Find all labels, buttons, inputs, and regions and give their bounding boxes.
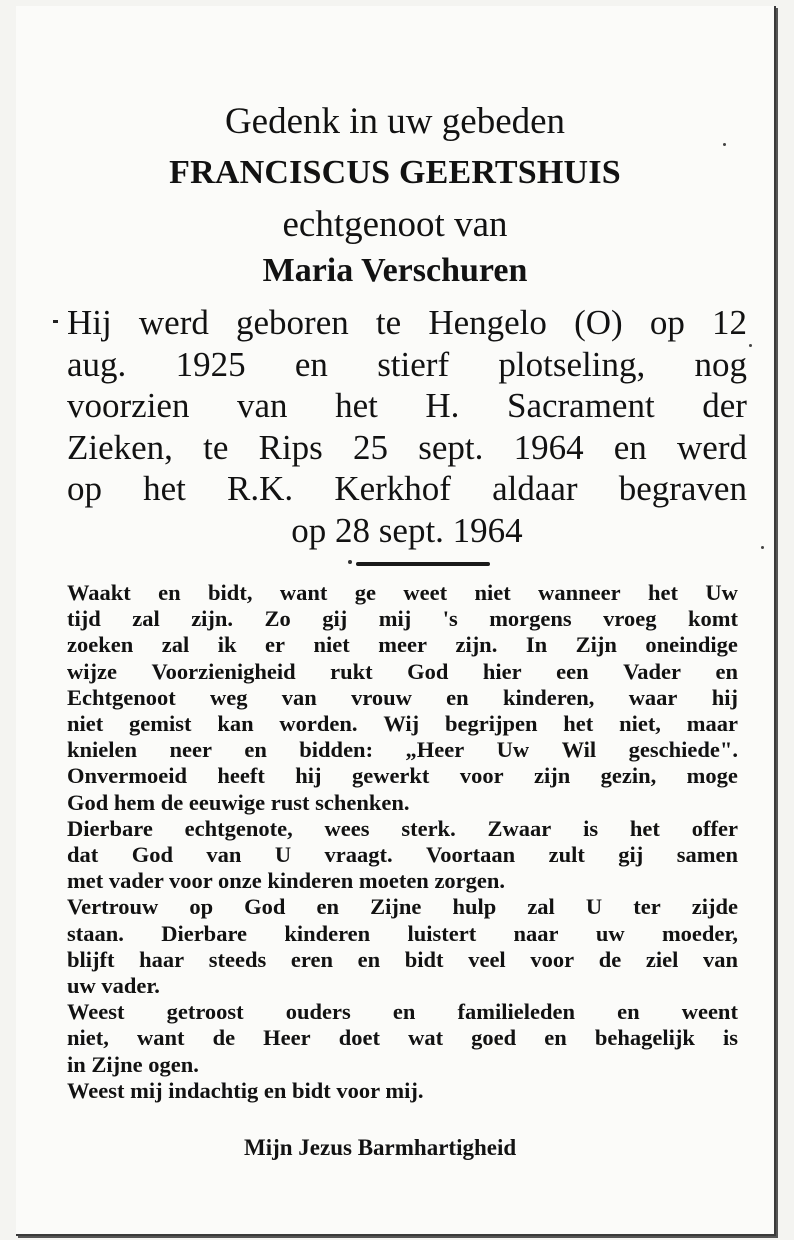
prayer-word: moeder,: [661, 920, 738, 946]
prayer-word: Voorzienigheid: [151, 658, 296, 684]
prayer-word: Waakt: [67, 580, 131, 605]
prayer-word: is: [583, 815, 599, 841]
bio-word: plotseling,: [498, 344, 646, 384]
prayer-word: In: [525, 632, 548, 658]
prayer-word: goed: [471, 1025, 517, 1051]
prayer-word: komt: [687, 606, 738, 632]
prayer-word: mij: [378, 606, 412, 632]
prayer-word: het: [563, 711, 594, 737]
prayer-word: zijn.: [455, 632, 498, 658]
prayer-word: meer: [378, 632, 427, 658]
prayer-word: bidden:: [299, 737, 374, 763]
prayer-word: in Zijne ogen.: [67, 1051, 199, 1077]
bio-word: begraven: [618, 469, 747, 508]
prayer-word: begrijpen: [444, 711, 538, 737]
bio-word: en: [613, 427, 647, 467]
bio-word: Rips: [258, 427, 323, 467]
prayer-word: en: [446, 684, 469, 710]
bio-word: het: [335, 386, 378, 425]
prayer-word: met vader voor onze kinderen moeten zorgen.: [67, 868, 506, 894]
prayer-line: [67, 632, 738, 658]
prayer-word: gezin,: [600, 763, 657, 789]
prayer-word: samen: [676, 842, 738, 868]
deceased-name: FRANCISCUS GEERTSHUIS: [169, 154, 621, 191]
prayer-word: ouders: [285, 999, 351, 1025]
prayer-word: het: [648, 580, 679, 605]
spouse-intro: echtgenoot van: [282, 204, 508, 245]
bio-word: geboren: [236, 303, 349, 342]
bio-line: [67, 468, 747, 510]
prayer-word: gij: [322, 606, 348, 632]
bio-word: 25: [353, 427, 389, 467]
prayer-word: en: [357, 946, 381, 972]
prayer-line: [67, 842, 738, 868]
prayer-word: haar: [139, 946, 185, 972]
prayer-word: niet,: [67, 1025, 109, 1051]
prayer-word: geschiede".: [628, 737, 738, 763]
prayer-word: zal: [132, 606, 160, 632]
bio-word: sept.: [418, 427, 484, 467]
prayer-line: [67, 580, 738, 606]
prayer-word: God: [131, 842, 173, 868]
prayer-word: oneindige: [645, 632, 738, 658]
prayer-word: hij: [295, 763, 322, 789]
bio-word: op: [67, 469, 102, 508]
bio-word: te: [203, 427, 229, 467]
prayer-word: waar: [628, 684, 678, 710]
prayer-word: er: [265, 632, 285, 658]
prayer-word: God: [244, 894, 286, 920]
prayer-word: van: [206, 842, 242, 868]
prayer-word: want: [136, 1025, 185, 1051]
prayer-word: blijft: [67, 946, 115, 972]
prayer-word: wijze: [67, 658, 117, 684]
biography-paragraph: [67, 302, 747, 551]
prayer-word: staan.: [67, 920, 124, 946]
bio-word: nog: [694, 344, 747, 384]
prayer-word: neer: [169, 737, 212, 763]
prayer-line: [67, 947, 738, 973]
prayer-word: hulp: [452, 894, 497, 920]
bio-word: werd: [677, 427, 747, 467]
prayer-line: [67, 659, 738, 685]
bio-word: der: [702, 386, 747, 425]
prayer-line: [67, 737, 738, 763]
prayer-word: moge: [686, 763, 738, 789]
prayer-word: sterk.: [401, 815, 456, 841]
bio-word: 1964: [513, 427, 584, 467]
prayer-line: [67, 1025, 738, 1051]
print-speck: [749, 344, 752, 347]
prayer-line: [67, 816, 738, 842]
prayer-word: Vader: [623, 658, 682, 684]
prayer-word: zoeken: [67, 632, 134, 658]
prayer-word: van: [702, 946, 738, 972]
prayer-word: behagelijk: [594, 1025, 695, 1051]
prayer-line: [67, 868, 738, 894]
prayer-word: zijn.: [191, 606, 234, 632]
prayer-word: morgens: [489, 606, 572, 632]
bio-word: aldaar: [492, 469, 578, 508]
spouse-name: Maria Verschuren: [262, 252, 528, 289]
prayer-word: ter: [633, 894, 661, 920]
prayer-word: zal: [527, 894, 555, 920]
bio-word: voorzien: [67, 386, 190, 425]
prayer-word: Wij: [383, 711, 420, 737]
bio-word: (O): [574, 303, 623, 342]
prayer-word: zijn: [533, 763, 571, 789]
prayer-line: [67, 1078, 738, 1104]
bio-word: aug.: [67, 344, 127, 384]
prayer-word: weet: [403, 580, 448, 605]
prayer-word: vroeg: [603, 606, 657, 632]
prayer-word: uw vader.: [67, 973, 160, 999]
prayer-word: en: [316, 894, 340, 920]
prayer-word: Onvermoeid: [67, 763, 187, 789]
prayer-word: wat: [408, 1025, 444, 1051]
bio-word: stierf: [377, 344, 450, 384]
prayer-word: zijde: [691, 894, 738, 920]
prayer-word: familieleden: [457, 999, 575, 1025]
prayer-word: weent: [681, 999, 738, 1025]
prayer-word: vraagt.: [324, 842, 393, 868]
prayer-word: Dierbare: [67, 815, 153, 841]
prayer-word: zal: [161, 632, 190, 658]
prayer-word: Weest: [67, 999, 125, 1025]
prayer-word: eren: [290, 946, 333, 972]
prayer-word: U: [274, 842, 292, 868]
prayer-word: Voortaan: [426, 842, 516, 868]
prayer-line: [67, 973, 738, 999]
prayer-word: niet: [313, 632, 350, 658]
prayer-word: Weest mij indachtig en bidt voor mij.: [67, 1077, 424, 1103]
prayer-word: niet,: [619, 711, 661, 737]
bio-line: [67, 510, 747, 552]
prayer-word: voor: [459, 763, 504, 789]
bio-word: van: [237, 386, 288, 425]
prayer-word: 's: [442, 606, 458, 632]
prayer-word: veel: [468, 946, 506, 972]
bio-line: [67, 344, 747, 386]
prayer-word: bidt: [404, 946, 444, 972]
divider-ornament: [348, 560, 352, 564]
bio-word: te: [375, 303, 402, 342]
prayer-word: offer: [691, 815, 738, 841]
prayer-word: op: [189, 894, 214, 920]
prayer-word: vrouw: [351, 684, 412, 710]
bio-line: [67, 385, 747, 427]
prayer-line: [67, 763, 738, 789]
prayer-word: het: [629, 815, 660, 841]
bio-word: R.K.: [227, 469, 294, 508]
prayer-word: Zijne: [370, 894, 422, 920]
prayer-word: maar: [686, 711, 738, 737]
header-line: Gedenk in uw gebeden: [224, 101, 566, 142]
prayer-word: Dierbare: [161, 920, 248, 946]
prayer-word: Uw: [705, 580, 738, 605]
prayer-word: de: [212, 1025, 236, 1051]
prayer-word: worden.: [279, 711, 358, 737]
prayer-word: ik: [217, 632, 237, 658]
prayer-line: [67, 894, 738, 920]
bio-word: Hij: [67, 303, 112, 342]
prayer-word: niet: [67, 711, 104, 737]
prayer-word: en: [158, 580, 181, 605]
prayer-word: knielen: [67, 737, 138, 763]
prayer-word: tijd: [67, 606, 101, 632]
prayer-word: een: [556, 658, 589, 684]
prayer-word: weg: [210, 684, 248, 710]
bio-word: op 28 sept. 1964: [291, 510, 523, 550]
prayer-line: [67, 606, 738, 632]
prayer-word: God: [407, 658, 449, 684]
prayer-word: luistert: [407, 920, 477, 946]
prayer-word: wanneer: [538, 580, 621, 605]
prayer-line: [67, 1052, 738, 1078]
prayer-line: [67, 711, 738, 737]
prayer-word: Wil: [561, 737, 597, 763]
prayer-line: [67, 999, 738, 1025]
prayer-word: Zijn: [575, 632, 617, 658]
bio-word: Kerkhof: [334, 469, 451, 508]
prayer-word: is: [722, 1025, 738, 1051]
bio-word: 1925: [175, 344, 246, 384]
bio-word: H.: [425, 386, 460, 425]
prayer-word: en: [617, 999, 640, 1025]
prayer-word: Heer: [263, 1025, 311, 1051]
prayer-word: dat: [67, 842, 99, 868]
bio-word: Zieken,: [67, 427, 173, 467]
prayer-word: steeds: [208, 946, 267, 972]
prayer-word: God hem de eeuwige rust schenken.: [67, 789, 410, 815]
prayer-word: niet: [474, 580, 511, 605]
prayer-word: ge: [354, 580, 376, 605]
bio-word: het: [143, 469, 186, 508]
prayer-word: gewerkt: [351, 763, 430, 789]
prayer-word: naar: [513, 920, 559, 946]
prayer-word: Echtgenoot: [67, 684, 176, 710]
prayer-word: Zwaar: [487, 815, 552, 841]
prayer-line: [67, 685, 738, 711]
prayer-word: gemist: [129, 711, 192, 737]
bio-word: 12: [711, 303, 747, 342]
memorial-card: [16, 6, 776, 1236]
bio-word: en: [294, 344, 328, 384]
prayer-word: Zo: [264, 606, 291, 632]
prayer-word: kinderen,: [502, 684, 595, 710]
bio-line: [67, 302, 747, 344]
prayer-word: U: [585, 894, 603, 920]
prayer-word: en: [715, 658, 738, 684]
prayer-word: en: [244, 737, 267, 763]
prayer-word: hier: [482, 658, 522, 684]
closing-invocation: Mijn Jezus Barmhartigheid: [244, 1135, 517, 1160]
bio-line: [67, 427, 747, 469]
prayer-word: heeft: [217, 763, 265, 789]
prayer-word: rukt: [330, 658, 373, 684]
prayer-word: Vertrouw: [67, 894, 159, 920]
prayer-word: en: [392, 999, 416, 1025]
section-divider: [356, 562, 490, 566]
prayer-word: gij: [618, 842, 644, 868]
prayer-word: voor: [530, 946, 575, 972]
prayer-word: van: [281, 684, 317, 710]
bio-word: Sacrament: [506, 386, 655, 425]
prayer-word: zult: [548, 842, 585, 868]
prayer-word: Uw: [496, 737, 530, 763]
prayer-word: getroost: [166, 999, 244, 1025]
prayer-text: [67, 580, 738, 1104]
prayer-word: kinderen: [284, 920, 371, 946]
prayer-line: [67, 921, 738, 947]
prayer-word: doet: [338, 1025, 380, 1051]
prayer-word: ziel: [645, 946, 679, 972]
prayer-word: hij: [711, 684, 738, 710]
print-speck: [723, 143, 726, 146]
margin-mark: [53, 320, 58, 323]
print-speck: [761, 546, 764, 549]
prayer-word: de: [598, 946, 622, 972]
prayer-word: uw: [595, 920, 625, 946]
bio-word: Hengelo: [428, 303, 547, 342]
prayer-word: want: [279, 580, 328, 605]
prayer-word: „Heer: [405, 737, 465, 763]
prayer-word: kan: [217, 711, 254, 737]
prayer-word: bidt,: [208, 580, 253, 605]
prayer-word: echtgenote,: [184, 815, 293, 841]
prayer-word: en: [544, 1025, 567, 1051]
bio-word: werd: [138, 303, 209, 342]
prayer-line: [67, 790, 738, 816]
bio-word: op: [649, 303, 685, 342]
prayer-word: wees: [324, 815, 370, 841]
